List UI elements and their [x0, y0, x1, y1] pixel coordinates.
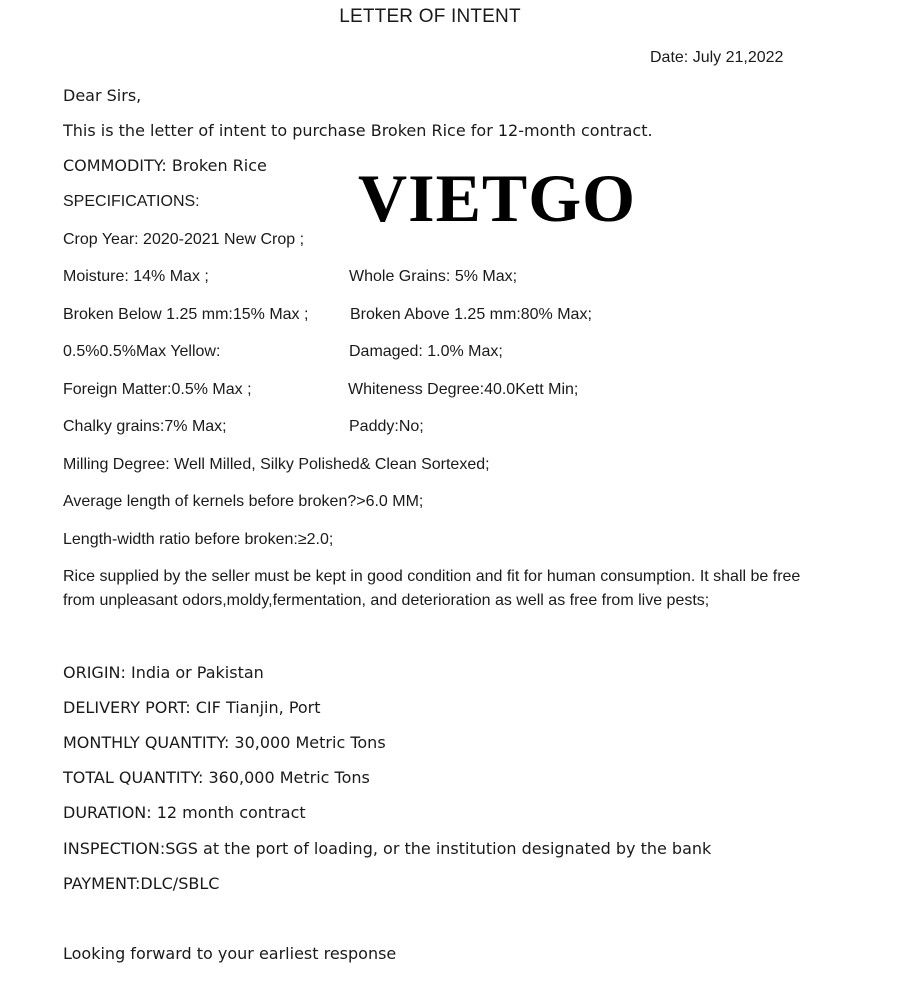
crop-year-line: Crop Year: 2020-2021 New Crop ; [63, 231, 305, 248]
spec-left-3: 0.5%0.5%Max Yellow: [63, 343, 221, 360]
intro-line: This is the letter of intent to purchase Broken Rice for 12-month contract. [63, 121, 653, 140]
inspection-line: INSPECTION:SGS at the port of loading, or the institution designated by the bank [63, 839, 712, 858]
spec-right-2: Broken Above 1.25 mm:80% Max; [350, 306, 592, 323]
spec-left-4: Foreign Matter:0.5% Max ; [63, 381, 252, 398]
spec-left-2: Broken Below 1.25 mm:15% Max ; [63, 306, 309, 323]
spec-right-3: Damaged: 1.0% Max; [349, 343, 503, 360]
monthly-quantity-line: MONTHLY QUANTITY: 30,000 Metric Tons [63, 733, 386, 752]
delivery-port-line: DELIVERY PORT: CIF Tianjin, Port [63, 698, 321, 717]
payment-line: PAYMENT:DLC/SBLC [63, 874, 220, 893]
commodity-line: COMMODITY: Broken Rice [63, 156, 267, 175]
total-quantity-line: TOTAL QUANTITY: 360,000 Metric Tons [63, 768, 370, 787]
length-width-ratio-line: Length-width ratio before broken:≥2.0; [63, 531, 334, 548]
milling-degree-line: Milling Degree: Well Milled, Silky Polished& Clean Sortexed; [63, 456, 490, 473]
salutation: Dear Sirs, [63, 86, 142, 105]
origin-line: ORIGIN: India or Pakistan [63, 663, 264, 682]
condition-paragraph: Rice supplied by the seller must be kept in good condition and fit for human consumption. It shall be free from unpleasant odors,moldy,fermentation, and deterioration as well as free from live pests; [63, 568, 801, 609]
spec-right-4: Whiteness Degree:40.0Kett Min; [348, 381, 579, 398]
spec-left-1: Moisture: 14% Max ; [63, 268, 209, 285]
specifications-heading: SPECIFICATIONS: [63, 193, 200, 210]
spec-right-1: Whole Grains: 5% Max; [349, 268, 518, 285]
vietgo-watermark: VIETGO [358, 160, 637, 236]
closing-line: Looking forward to your earliest response [63, 944, 397, 963]
letter-date: Date: July 21,2022 [650, 49, 784, 66]
average-length-line: Average length of kernels before broken?>6.0 MM; [63, 493, 424, 510]
spec-right-5: Paddy:No; [349, 418, 424, 435]
letter-title: LETTER OF INTENT [339, 6, 521, 27]
spec-left-5: Chalky grains:7% Max; [63, 418, 227, 435]
duration-line: DURATION: 12 month contract [63, 803, 306, 822]
